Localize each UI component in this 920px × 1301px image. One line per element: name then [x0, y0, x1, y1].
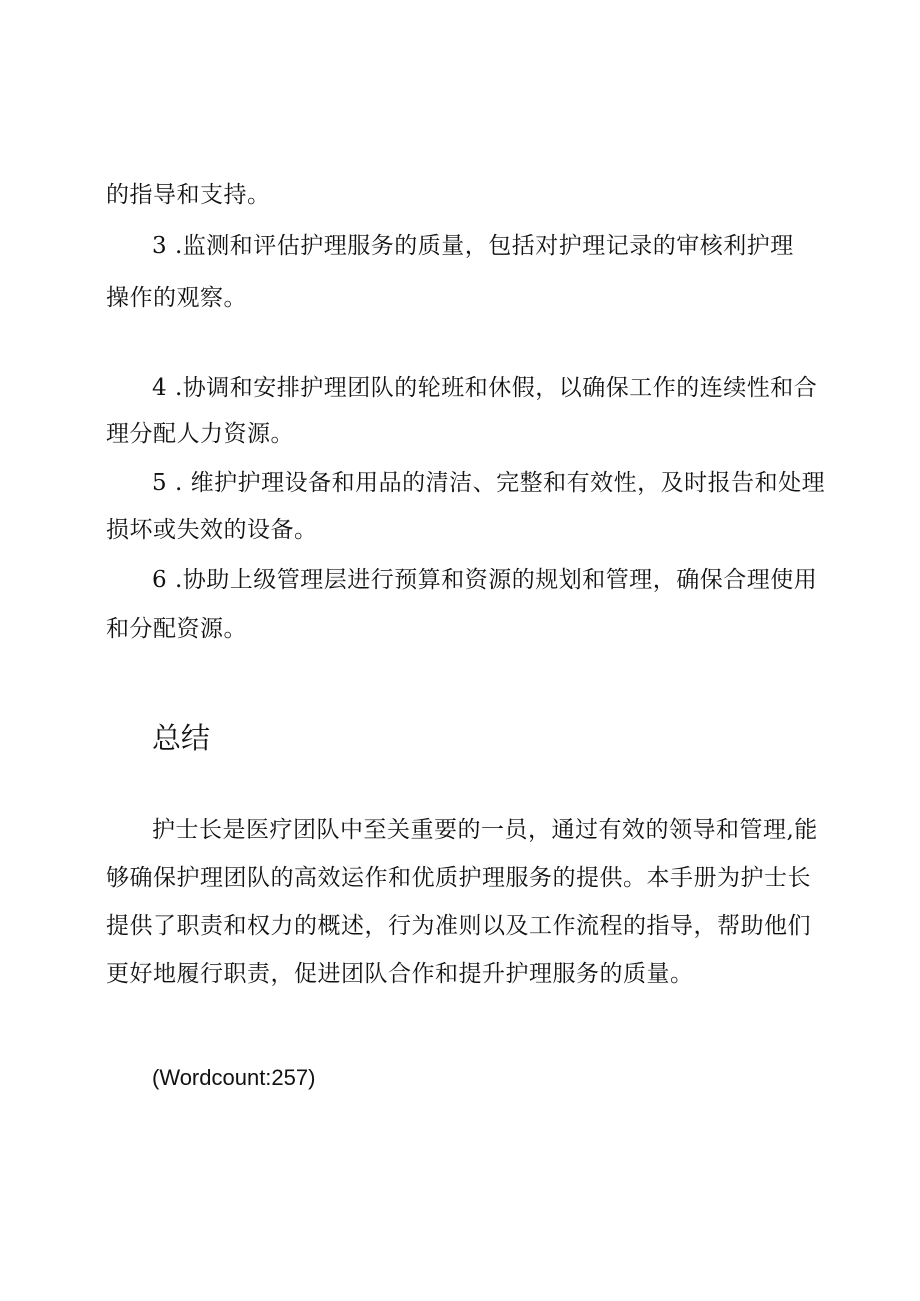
word-count: (Wordcount:257) — [152, 1065, 316, 1090]
intro-tail-text: 的指导和支持。 — [106, 182, 271, 208]
summary-line-2: 够确保护理团队的高效运作和优质护理服务的提供。本手册为护士长 — [106, 865, 811, 891]
list-item-5-line-2: 损坏或失效的设备。 — [106, 517, 318, 543]
list-item-6-line-1: 6 .协助上级管理层进行预算和资源的规划和管理，确保合理使用 — [152, 567, 818, 593]
list-item-3-line-2: 操作的观察。 — [106, 285, 247, 311]
summary-line-1: 护士长是医疗团队中至关重要的一员，通过有效的领导和管理,能 — [152, 817, 818, 843]
list-item-3-line-1: 3 .监测和评估护理服务的质量，包括对护理记录的审核利护理 — [152, 233, 794, 259]
list-item-4-line-2: 理分配人力资源。 — [106, 421, 294, 447]
list-item-4-line-1: 4 .协调和安排护理团队的轮班和休假，以确保工作的连续性和合 — [152, 375, 818, 401]
summary-line-3: 提供了职责和权力的概述，行为准则以及工作流程的指导，帮助他们 — [106, 913, 811, 939]
list-item-6-line-2: 和分配资源。 — [106, 616, 247, 642]
list-item-5-line-1: 5 . 维护护理设备和用品的清洁、完整和有效性，及时报告和处理 — [152, 470, 826, 496]
section-heading: 总结 — [152, 721, 211, 755]
summary-line-4: 更好地履行职责，促进团队合作和提升护理服务的质量。 — [106, 961, 694, 987]
